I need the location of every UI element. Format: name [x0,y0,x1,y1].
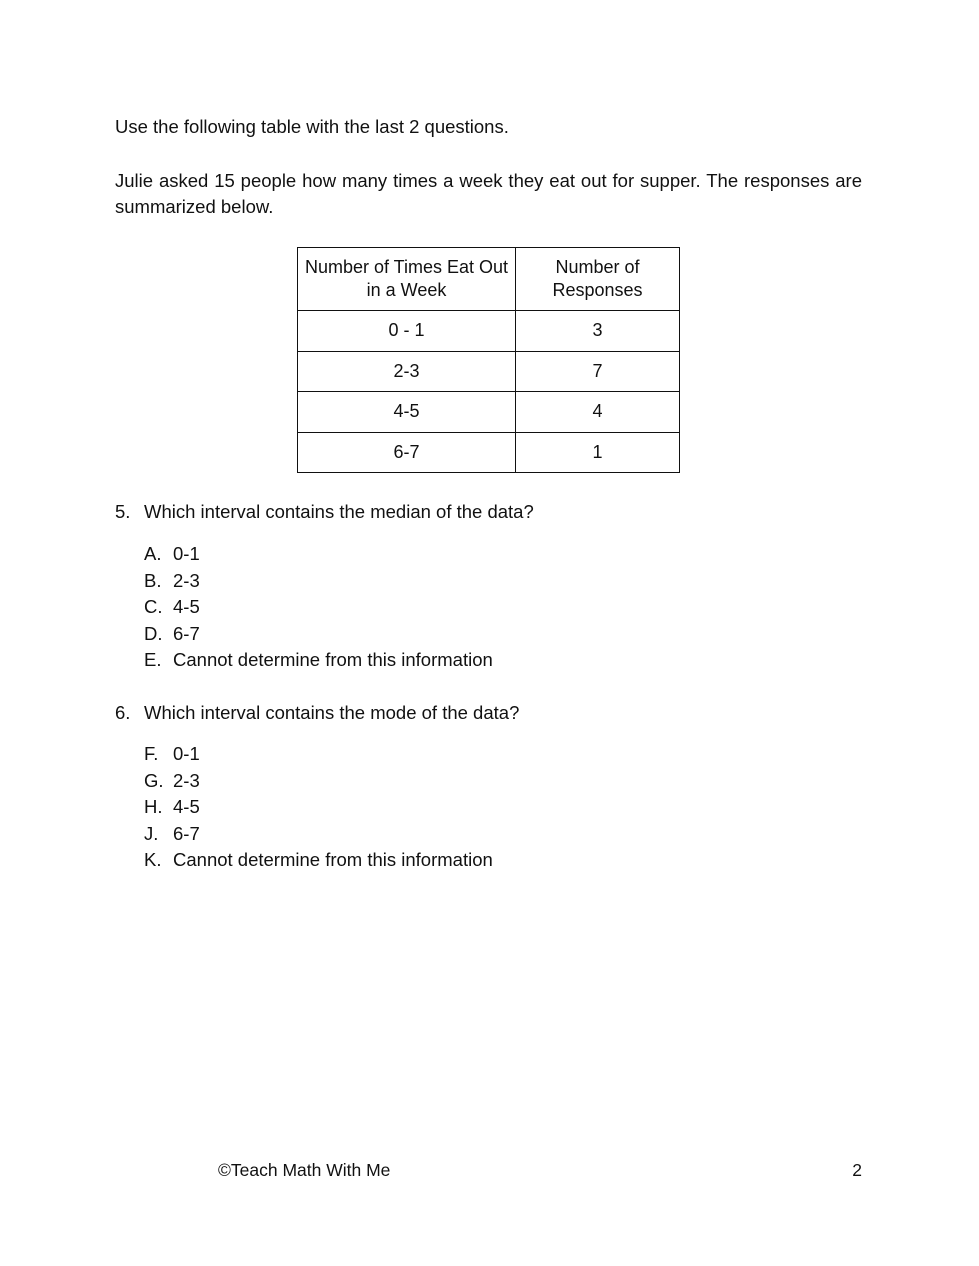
answer-option-j[interactable] [144,821,493,848]
question-text: Which interval contains the median of the data? [144,501,534,522]
option-letter: C. [144,596,163,617]
option-letter: G. [144,769,164,791]
question-number: 6. [115,702,131,723]
option-text: 0-1 [173,743,200,764]
table-cell-count: 4 [516,392,680,433]
table-header-times: Number of Times Eat Out in a Week [298,248,516,311]
option-text: 6-7 [173,622,200,644]
option-letter: H. [144,796,163,817]
question-number: 5. [115,501,131,522]
answer-option-b[interactable] [144,568,493,595]
option-letter: D. [144,622,163,644]
option-text: 2-3 [173,769,200,791]
question-5-options [144,541,493,674]
option-text: 6-7 [173,822,200,844]
answer-option-f[interactable] [144,741,493,768]
option-letter: A. [144,543,162,564]
option-letter: J. [144,822,159,844]
responses-table [297,247,680,473]
table-row [298,432,680,473]
option-text: 4-5 [173,596,200,617]
table-cell-count: 3 [516,311,680,352]
context-text: Julie asked 15 people how many times a week they eat out for supper. The responses are summarized below. [115,170,862,217]
table-row [298,392,680,433]
question-6-options [144,741,493,874]
option-text: 4-5 [173,796,200,817]
question-6 [115,701,519,725]
answer-option-k[interactable] [144,847,493,874]
answer-option-e[interactable] [144,647,493,674]
option-text: 2-3 [173,569,200,591]
option-text: Cannot determine from this information [173,849,493,870]
page-number: 2 [852,1160,862,1180]
answer-option-d[interactable] [144,621,493,648]
option-text: Cannot determine from this information [173,649,493,670]
table-header-responses: Number of Responses [516,248,680,311]
table-cell-interval: 6-7 [298,432,516,473]
table-cell-count: 1 [516,432,680,473]
table-cell-interval: 0 - 1 [298,311,516,352]
table-row [298,351,680,392]
table-row [298,311,680,352]
answer-option-a[interactable] [144,541,493,568]
answer-option-h[interactable] [144,794,493,821]
footer-credit: ©Teach Math With Me [218,1160,391,1180]
answer-option-g[interactable] [144,768,493,795]
table-header-row [298,248,680,311]
answer-option-c[interactable] [144,594,493,621]
table-cell-interval: 2-3 [298,351,516,392]
option-letter: F. [144,743,159,764]
option-letter: B. [144,569,162,591]
intro-text: Use the following table with the last 2 questions. [115,116,509,137]
table-cell-count: 7 [516,351,680,392]
option-text: 0-1 [173,543,200,564]
option-letter: E. [144,649,162,670]
question-5 [115,500,534,524]
question-text: Which interval contains the mode of the data? [144,702,520,723]
table-cell-interval: 4-5 [298,392,516,433]
option-letter: K. [144,849,162,870]
